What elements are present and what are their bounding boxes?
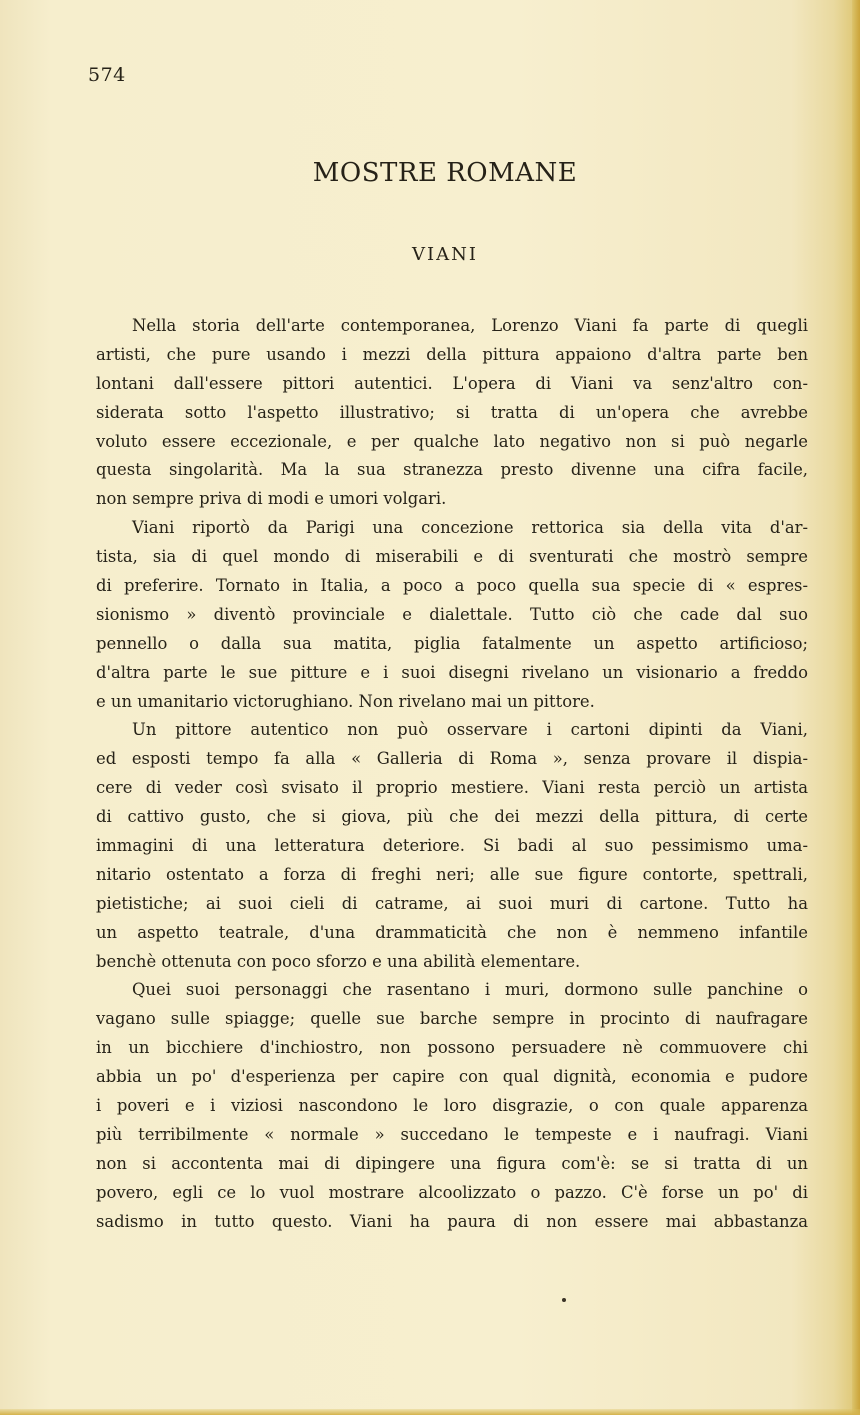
text-line: vagano sulle spiagge; quelle sue barche sempre in procinto di naufragare bbox=[96, 1009, 808, 1029]
text-line: sionismo » diventò provinciale e dialettale. Tutto ciò che cade dal suo bbox=[96, 604, 808, 624]
article-subtitle: VIANI bbox=[412, 244, 478, 265]
paragraph bbox=[96, 312, 808, 514]
article-title: MOSTRE ROMANE bbox=[312, 158, 578, 188]
text-line: ed esposti tempo fa alla « Galleria di Roma », senza provare il dispia- bbox=[96, 749, 808, 769]
text-line: artisti, che pure usando i mezzi della pittura appaiono d'altra parte ben bbox=[96, 344, 808, 364]
text-line: sadismo in tutto questo. Viani ha paura di non essere mai abbastanza bbox=[96, 1211, 808, 1231]
text-line: Viani riportò da Parigi una concezione rettorica sia della vita d'ar- bbox=[132, 518, 808, 538]
page-edge-right bbox=[852, 0, 860, 1415]
text-line: d'altra parte le sue pitture e i suoi disegni rivelano un visionario a freddo bbox=[96, 662, 808, 682]
text-line: di cattivo gusto, che si giova, più che dei mezzi della pittura, di certe bbox=[96, 807, 808, 827]
article-body bbox=[96, 312, 808, 1237]
text-line: un aspetto teatrale, d'una drammaticità che non è nemmeno infantile bbox=[96, 922, 808, 942]
text-line: non sempre priva di modi e umori volgari. bbox=[96, 489, 447, 509]
text-line: pennello o dalla sua matita, piglia fatalmente un aspetto artificioso; bbox=[96, 633, 808, 653]
text-line: voluto essere eccezionale, e per qualche lato negativo non si può negarle bbox=[96, 431, 808, 451]
text-line: di preferire. Tornato in Italia, a poco a poco quella sua specie di « espres- bbox=[96, 576, 808, 596]
text-line: povero, egli ce lo vuol mostrare alcoolizzato o pazzo. C'è forse un po' di bbox=[96, 1182, 808, 1202]
paragraph bbox=[96, 716, 808, 976]
paragraph bbox=[96, 514, 808, 716]
text-line: questa singolarità. Ma la sua stranezza presto divenne una cifra facile, bbox=[96, 460, 808, 480]
text-line: più terribilmente « normale » succedano le tempeste e i naufragi. Viani bbox=[96, 1124, 808, 1144]
text-line: lontani dall'essere pittori autentici. L'opera di Viani va senz'altro con- bbox=[96, 373, 808, 393]
text-line: benchè ottenuta con poco sforzo e una abilità elementare. bbox=[96, 951, 581, 971]
paragraph bbox=[96, 976, 808, 1236]
text-line: e un umanitario victorughiano. Non rivelano mai un pittore. bbox=[96, 691, 595, 711]
text-line: cere di veder così svisato il proprio mestiere. Viani resta perciò un artista bbox=[96, 778, 808, 798]
text-line: Nella storia dell'arte contemporanea, Lorenzo Viani fa parte di quegli bbox=[132, 316, 808, 335]
text-line: in un bicchiere d'inchiostro, non possono persuadere nè commuovere chi bbox=[96, 1038, 808, 1058]
text-line: Quei suoi personaggi che rasentano i muri, dormono sulle panchine o bbox=[132, 980, 808, 1000]
text-line: pietistiche; ai suoi cieli di catrame, ai suoi muri di cartone. Tutto ha bbox=[96, 893, 808, 913]
text-line: nitario ostentato a forza di freghi neri; alle sue figure contorte, spettrali, bbox=[96, 864, 808, 884]
text-line: i poveri e i viziosi nascondono le loro disgrazie, o con quale apparenza bbox=[96, 1096, 808, 1116]
text-line: Un pittore autentico non può osservare i cartoni dipinti da Viani, bbox=[132, 720, 808, 740]
text-line: siderata sotto l'aspetto illustrativo; si tratta di un'opera che avrebbe bbox=[96, 402, 808, 422]
text-line: abbia un po' d'esperienza per capire con qual dignità, economia e pudore bbox=[96, 1067, 808, 1087]
page-edge-bottom bbox=[0, 1409, 860, 1415]
ink-speck bbox=[562, 1298, 566, 1302]
text-line: non si accontenta mai di dipingere una figura com'è: se si tratta di un bbox=[96, 1153, 808, 1173]
text-line: immagini di una letteratura deteriore. Si badi al suo pessimismo uma- bbox=[96, 836, 808, 856]
text-line: tista, sia di quel mondo di miserabili e di sventurati che mostrò sempre bbox=[96, 547, 808, 567]
page-number: 574 bbox=[88, 64, 126, 86]
